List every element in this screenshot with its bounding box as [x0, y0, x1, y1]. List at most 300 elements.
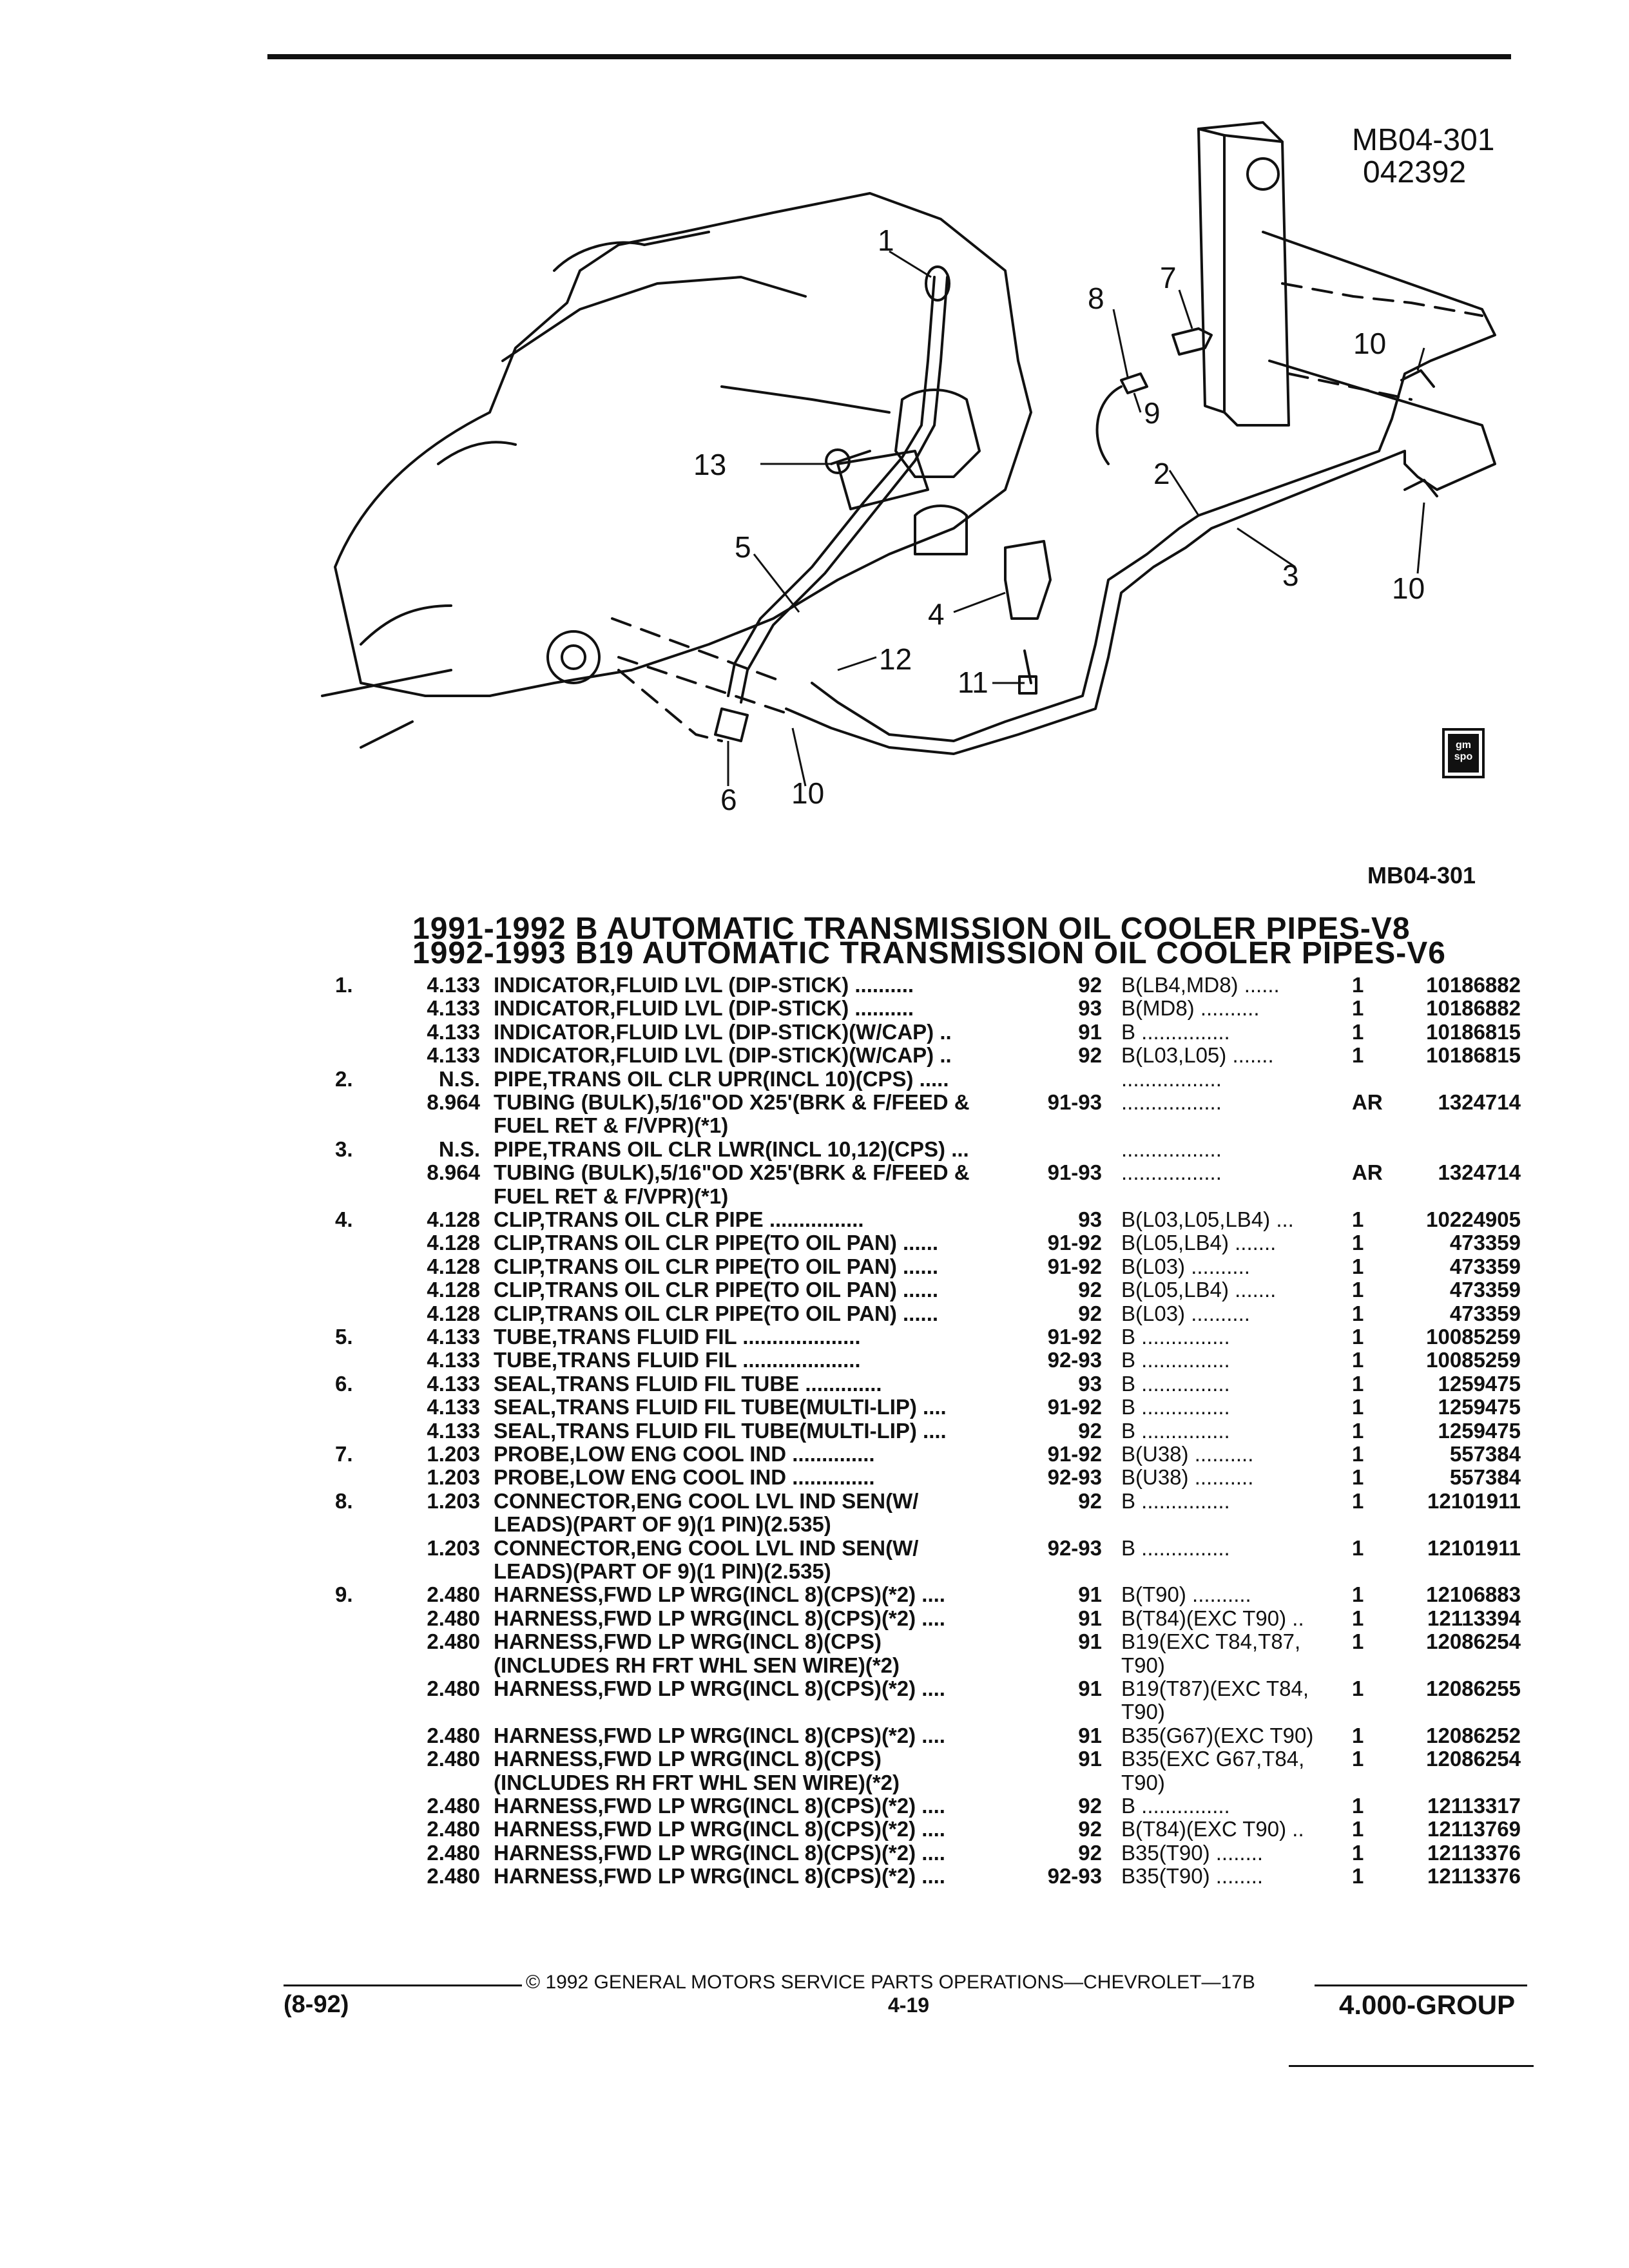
- model-code: B ...............: [1121, 1794, 1230, 1818]
- table-row: [0, 1700, 1629, 1723]
- part-name: CLIP: [494, 1278, 539, 1302]
- radiator: [1224, 135, 1289, 425]
- footer-rule-right: [1315, 1984, 1527, 1986]
- table-row: [0, 1512, 1629, 1535]
- part-name: CLIP: [494, 1301, 539, 1325]
- model-code: .................: [1121, 1066, 1222, 1091]
- group-number: 4.133: [427, 1395, 480, 1419]
- model-year: 92: [1078, 1278, 1102, 1302]
- part-detail: ,TRANS FLUID FIL TUBE(MULTI-LIP) ....: [550, 1418, 947, 1443]
- quantity: AR: [1352, 1090, 1383, 1114]
- model-year: 91: [1078, 1629, 1102, 1654]
- callout-10c: 10: [791, 776, 825, 810]
- table-row: [0, 1020, 1629, 1043]
- description: [494, 1372, 882, 1396]
- quantity: 1: [1352, 1723, 1364, 1747]
- model-code: B(L03) ..........: [1121, 1301, 1250, 1325]
- model-year: 91: [1078, 1747, 1102, 1771]
- quantity: 1: [1352, 1817, 1364, 1841]
- part-detail: ,TRANS OIL CLR LWR(INCL 10,12)(CPS) ...: [542, 1137, 969, 1161]
- table-row: [0, 1090, 1629, 1113]
- table-row: [0, 1794, 1629, 1817]
- table-row: [0, 1278, 1629, 1301]
- table-row: [0, 1465, 1629, 1488]
- group-number: 2.480: [427, 1747, 480, 1771]
- model-code: B(L03,L05) .......: [1121, 1043, 1274, 1068]
- part-number: 12101911: [1427, 1535, 1521, 1560]
- quantity: 1: [1352, 1231, 1364, 1255]
- quantity: 1: [1352, 1794, 1364, 1818]
- table-row: [0, 1771, 1629, 1794]
- footer-date: (8-92): [284, 1991, 349, 2018]
- model-code: B ...............: [1121, 1418, 1230, 1443]
- description: [494, 1864, 945, 1888]
- table-row: [0, 1419, 1629, 1442]
- table-row: [0, 1067, 1629, 1090]
- part-detail: ,ENG COOL LVL IND SEN(W/: [630, 1488, 919, 1513]
- part-number: 10085259: [1426, 1348, 1521, 1372]
- description: [494, 1841, 945, 1865]
- part-name: SEAL: [494, 1371, 551, 1396]
- description: [494, 1817, 945, 1841]
- part-name: PIPE: [494, 1137, 543, 1161]
- part-detail: (INCLUDES RH FRT WHL SEN WIRE)(*2): [494, 1653, 900, 1677]
- part-detail: ,FLUID LVL (DIP-STICK)(W/CAP) ..: [610, 1019, 952, 1044]
- part-detail: ,FLUID LVL (DIP-STICK)(W/CAP) ..: [610, 1043, 952, 1068]
- model-code: B(U38) ..........: [1121, 1442, 1254, 1466]
- part-detail: ,TRANS OIL CLR PIPE(TO OIL PAN) ......: [539, 1254, 939, 1278]
- item-number: 6.: [335, 1371, 353, 1396]
- part-name: CLIP: [494, 1207, 539, 1231]
- part-detail: ,TRANS OIL CLR PIPE(TO OIL PAN) ......: [539, 1301, 939, 1325]
- item-number: 4.: [335, 1207, 353, 1231]
- model-code: B35(T90) ........: [1121, 1864, 1264, 1888]
- table-row: [0, 1254, 1629, 1278]
- part-detail: ,FWD LP WRG(INCL 8)(CPS)(*2) ....: [597, 1840, 945, 1865]
- table-row: [0, 1231, 1629, 1254]
- part-number: 12086255: [1426, 1677, 1521, 1700]
- part-name: TUBE: [494, 1325, 552, 1349]
- part-detail: ,FWD LP WRG(INCL 8)(CPS): [597, 1629, 882, 1654]
- part-number: 1259475: [1438, 1395, 1521, 1419]
- table-row: [0, 1160, 1629, 1184]
- table-row: [0, 1043, 1629, 1066]
- model-code: B(U38) ..........: [1121, 1465, 1254, 1490]
- table-row: [0, 1582, 1629, 1606]
- part-number: 10186815: [1426, 1019, 1521, 1044]
- part-number: 12101911: [1427, 1488, 1521, 1513]
- description: [494, 1302, 938, 1326]
- part-number: 12086252: [1426, 1723, 1521, 1747]
- description: [494, 1160, 970, 1185]
- description: [494, 1090, 970, 1115]
- part-name: CONNECTOR: [494, 1535, 631, 1560]
- model-year: 92: [1078, 1488, 1102, 1513]
- quantity: 1: [1352, 1442, 1364, 1466]
- part-name: PROBE: [494, 1442, 570, 1466]
- model-code: B ...............: [1121, 1535, 1230, 1560]
- part-detail: FUEL RET & F/VPR)(*1): [494, 1184, 729, 1208]
- quantity: 1: [1352, 1840, 1364, 1865]
- group-number: 2.480: [427, 1864, 480, 1888]
- part-number: 1259475: [1438, 1371, 1521, 1396]
- group-number: 4.128: [427, 1207, 480, 1231]
- table-row: [0, 1724, 1629, 1747]
- model-year: 92: [1078, 1794, 1102, 1818]
- quantity: 1: [1352, 1864, 1364, 1888]
- part-detail: ,LOW ENG COOL IND ..............: [569, 1442, 875, 1466]
- description: [494, 1559, 831, 1584]
- group-number: 1.203: [427, 1442, 480, 1466]
- footer-page: 4-19: [888, 1994, 930, 2017]
- description: [494, 1606, 945, 1631]
- description: [494, 1747, 882, 1771]
- quantity: 1: [1352, 996, 1364, 1021]
- callout-7: 7: [1160, 261, 1177, 294]
- model-code: B ...............: [1121, 1488, 1230, 1513]
- part-number: 12086254: [1426, 1747, 1521, 1771]
- model-year: 91: [1078, 1019, 1102, 1044]
- part-name: PIPE: [494, 1066, 543, 1091]
- part-number: 12113769: [1427, 1817, 1521, 1841]
- table-row: [0, 1629, 1629, 1653]
- part-detail: ,TRANS FLUID FIL TUBE(MULTI-LIP) ....: [550, 1395, 947, 1419]
- part-detail: ,FWD LP WRG(INCL 8)(CPS)(*2) ....: [597, 1677, 945, 1700]
- model-code: B(MD8) ..........: [1121, 996, 1260, 1021]
- part-name: HARNESS: [494, 1840, 598, 1865]
- part-detail: (BULK),5/16"OD X25'(BRK & F/FEED &: [581, 1090, 970, 1114]
- item-number: 3.: [335, 1137, 353, 1161]
- connector: [1121, 374, 1147, 393]
- table-row: [0, 1653, 1629, 1677]
- part-detail: ,ENG COOL LVL IND SEN(W/: [630, 1535, 919, 1560]
- part-name: INDICATOR: [494, 996, 610, 1021]
- footer-copyright: © 1992 GENERAL MOTORS SERVICE PARTS OPERATIONS—CHEVROLET—17B: [526, 1972, 1255, 1993]
- item-number: 1.: [335, 973, 353, 997]
- gm-spo-logo: [1442, 728, 1485, 778]
- part-number: 1259475: [1438, 1418, 1521, 1443]
- model-year: 93: [1078, 996, 1102, 1021]
- part-name: TUBING: [494, 1160, 575, 1185]
- table-row: [0, 1489, 1629, 1512]
- part-number: 12113317: [1427, 1794, 1521, 1818]
- item-number: 5.: [335, 1325, 353, 1349]
- model-year: 91: [1078, 1677, 1102, 1700]
- table-row: [0, 1137, 1629, 1160]
- group-number: 2.480: [427, 1840, 480, 1865]
- group-number: 2.480: [427, 1677, 480, 1700]
- model-year: 92: [1078, 1301, 1102, 1325]
- part-detail: (BULK),5/16"OD X25'(BRK & F/FEED &: [581, 1160, 970, 1185]
- group-number: 2.480: [427, 1794, 480, 1818]
- model-code: B19(T87)(EXC T84,: [1121, 1677, 1309, 1700]
- part-name: HARNESS: [494, 1747, 598, 1771]
- part-detail: LEADS)(PART OF 9)(1 PIN)(2.535): [494, 1559, 831, 1583]
- model-code: T90): [1121, 1700, 1165, 1724]
- part-number: 1324714: [1438, 1090, 1521, 1114]
- part-number: 10224905: [1426, 1207, 1521, 1231]
- part-number: 473359: [1449, 1254, 1521, 1278]
- group-number: 4.133: [427, 996, 480, 1021]
- drawing-date: 042392: [1363, 155, 1467, 189]
- group-number: N.S.: [438, 1137, 480, 1161]
- logo-text: gm spo: [1454, 740, 1473, 762]
- model-code: .................: [1121, 1160, 1222, 1185]
- table-row: [0, 1348, 1629, 1371]
- model-year: 91-92: [1047, 1395, 1102, 1419]
- model-year: 92: [1078, 1418, 1102, 1443]
- part-detail: ,FWD LP WRG(INCL 8)(CPS): [597, 1747, 882, 1771]
- quantity: 1: [1352, 1325, 1364, 1349]
- part-number: 473359: [1449, 1278, 1521, 1302]
- part-detail: ,FWD LP WRG(INCL 8)(CPS)(*2) ....: [597, 1606, 945, 1630]
- part-name: SEAL: [494, 1395, 551, 1419]
- table-row: [0, 1442, 1629, 1465]
- part-name: HARNESS: [494, 1864, 598, 1888]
- table-row: [0, 1395, 1629, 1418]
- model-year: 91-92: [1047, 1231, 1102, 1255]
- model-year: 92-93: [1047, 1535, 1102, 1560]
- group-number: 4.128: [427, 1231, 480, 1255]
- title-line-2: 1992-1993 B19 AUTOMATIC TRANSMISSION OIL COOLER PIPES-V6: [412, 936, 1446, 970]
- model-code: B ...............: [1121, 1325, 1230, 1349]
- model-year: 92: [1078, 1043, 1102, 1068]
- group-number: 1.203: [427, 1465, 480, 1490]
- part-detail: ,FWD LP WRG(INCL 8)(CPS)(*2) ....: [597, 1864, 945, 1888]
- table-row: [0, 996, 1629, 1019]
- quantity: 1: [1352, 1207, 1364, 1231]
- model-code: B(L03) ..........: [1121, 1254, 1250, 1278]
- quantity: 1: [1352, 1278, 1364, 1302]
- part-number: 12113376: [1427, 1864, 1521, 1888]
- part-detail: ,TRANS OIL CLR PIPE ................: [539, 1207, 864, 1231]
- part-detail: ,FWD LP WRG(INCL 8)(CPS)(*2) ....: [597, 1817, 945, 1841]
- description: [494, 996, 914, 1021]
- model-year: 92: [1078, 973, 1102, 997]
- table-row: [0, 1113, 1629, 1137]
- model-code: B(L05,LB4) .......: [1121, 1278, 1277, 1302]
- model-year: 92: [1078, 1817, 1102, 1841]
- callout-2: 2: [1153, 457, 1170, 490]
- description: [494, 1582, 945, 1607]
- group-number: 4.133: [427, 1019, 480, 1044]
- part-detail: ,TRANS OIL CLR UPR(INCL 10)(CPS) .....: [542, 1066, 949, 1091]
- callout-5: 5: [735, 530, 751, 564]
- table-row: [0, 1372, 1629, 1395]
- model-code: B(LB4,MD8) ......: [1121, 973, 1280, 997]
- model-year: 91: [1078, 1723, 1102, 1747]
- part-detail: ,FWD LP WRG(INCL 8)(CPS)(*2) ....: [597, 1723, 945, 1747]
- description: [494, 1794, 945, 1818]
- model-code: T90): [1121, 1653, 1165, 1677]
- part-name: HARNESS: [494, 1817, 598, 1841]
- group-number: 4.133: [427, 1325, 480, 1349]
- part-detail: ,TRANS OIL CLR PIPE(TO OIL PAN) ......: [539, 1278, 939, 1302]
- group-number: 4.133: [427, 1348, 480, 1372]
- part-name: CLIP: [494, 1254, 539, 1278]
- quantity: 1: [1352, 1535, 1364, 1560]
- description: [494, 1395, 947, 1419]
- description: [494, 973, 914, 997]
- probe: [1173, 329, 1211, 354]
- group-number: 2.480: [427, 1582, 480, 1607]
- model-code: B35(EXC G67,T84,: [1121, 1747, 1305, 1771]
- model-code: .................: [1121, 1090, 1222, 1114]
- description: [494, 1629, 882, 1654]
- part-name: SEAL: [494, 1418, 551, 1443]
- part-detail: ,TRANS FLUID FIL ....................: [551, 1325, 861, 1349]
- group-number: 1.203: [427, 1488, 480, 1513]
- transmission-cooler-pipe-diagram: [0, 0, 1629, 870]
- table-row: [0, 1864, 1629, 1887]
- table-row: [0, 1207, 1629, 1231]
- description: [494, 1465, 875, 1490]
- description: [494, 1325, 861, 1349]
- description: [494, 1771, 900, 1795]
- part-number: 1324714: [1438, 1160, 1521, 1185]
- part-name: INDICATOR: [494, 1019, 610, 1044]
- model-year: 91: [1078, 1582, 1102, 1607]
- part-name: CLIP: [494, 1231, 539, 1255]
- model-code: B ...............: [1121, 1348, 1230, 1372]
- model-code: B(L05,LB4) .......: [1121, 1231, 1277, 1255]
- item-number: 9.: [335, 1582, 353, 1607]
- quantity: 1: [1352, 1254, 1364, 1278]
- part-number: 10085259: [1426, 1325, 1521, 1349]
- model-code: B(T84)(EXC T90) ..: [1121, 1606, 1304, 1630]
- description: [494, 1020, 952, 1044]
- table-row: [0, 1536, 1629, 1559]
- part-number: 10186882: [1426, 996, 1521, 1021]
- model-code: B35(G67)(EXC T90): [1121, 1723, 1314, 1747]
- drawing-id: MB04-301: [1352, 123, 1495, 157]
- model-code: B(T90) ..........: [1121, 1582, 1251, 1607]
- model-code: .................: [1121, 1137, 1222, 1161]
- group-number: 2.480: [427, 1723, 480, 1747]
- part-name: INDICATOR: [494, 1043, 610, 1068]
- table-row: [0, 1302, 1629, 1325]
- model-year: 92-93: [1047, 1864, 1102, 1888]
- description: [494, 1043, 952, 1068]
- part-detail: (INCLUDES RH FRT WHL SEN WIRE)(*2): [494, 1770, 900, 1794]
- part-detail: ,LOW ENG COOL IND ..............: [569, 1465, 875, 1490]
- callout-11: 11: [958, 666, 988, 699]
- group-number: 4.128: [427, 1301, 480, 1325]
- quantity: 1: [1352, 1019, 1364, 1044]
- table-row: [0, 1325, 1629, 1348]
- model-code: T90): [1121, 1770, 1165, 1794]
- model-year: 91-92: [1047, 1325, 1102, 1349]
- quantity: 1: [1352, 1677, 1364, 1700]
- part-number: 557384: [1449, 1442, 1521, 1466]
- model-code: B ...............: [1121, 1371, 1230, 1396]
- part-detail: ,FWD LP WRG(INCL 8)(CPS)(*2) ....: [597, 1582, 945, 1607]
- quantity: 1: [1352, 1465, 1364, 1490]
- quantity: 1: [1352, 1629, 1364, 1654]
- group-number: 4.133: [427, 973, 480, 997]
- model-year: 93: [1078, 1207, 1102, 1231]
- description: [494, 1442, 875, 1466]
- part-name: TUBE: [494, 1348, 552, 1372]
- footer-group: 4.000-GROUP: [1339, 1990, 1516, 2020]
- quantity: 1: [1352, 973, 1364, 997]
- part-number: 10186815: [1426, 1043, 1521, 1068]
- table-row: [0, 1817, 1629, 1840]
- part-name: CONNECTOR: [494, 1488, 631, 1513]
- model-code: B ...............: [1121, 1019, 1230, 1044]
- description: [494, 1677, 945, 1701]
- dipstick-tube: [728, 277, 934, 696]
- part-name: PROBE: [494, 1465, 570, 1490]
- part-number: 12106883: [1426, 1582, 1521, 1607]
- quantity: 1: [1352, 1488, 1364, 1513]
- part-number: 12086254: [1426, 1629, 1521, 1654]
- quantity: 1: [1352, 1371, 1364, 1396]
- callout-4: 4: [928, 597, 945, 631]
- group-number: 2.480: [427, 1629, 480, 1654]
- description: [494, 1419, 947, 1443]
- description: [494, 1137, 969, 1162]
- quantity: 1: [1352, 1747, 1364, 1771]
- group-number: 8.964: [427, 1090, 480, 1114]
- callout-8: 8: [1088, 282, 1104, 315]
- description: [494, 1231, 938, 1255]
- callout-3: 3: [1282, 559, 1299, 592]
- quantity: 1: [1352, 1606, 1364, 1630]
- description: [494, 1113, 728, 1138]
- table-row: [0, 973, 1629, 996]
- clip: [1005, 541, 1050, 619]
- quantity: 1: [1352, 1582, 1364, 1607]
- table-row: [0, 1747, 1629, 1770]
- callout-12: 12: [879, 642, 912, 676]
- quantity: 1: [1352, 1348, 1364, 1372]
- table-row: [0, 1606, 1629, 1629]
- title-line-1: 1991-1992 B AUTOMATIC TRANSMISSION OIL COOLER PIPES-V8: [412, 912, 1411, 946]
- model-year: 92-93: [1047, 1465, 1102, 1490]
- table-row: [0, 1677, 1629, 1700]
- description: [494, 1348, 861, 1372]
- part-detail: ,FLUID LVL (DIP-STICK) ..........: [610, 996, 914, 1021]
- part-name: HARNESS: [494, 1794, 598, 1818]
- description: [494, 1512, 831, 1537]
- part-number: 12113394: [1427, 1606, 1521, 1630]
- group-number: 1.203: [427, 1535, 480, 1560]
- group-number: 4.133: [427, 1371, 480, 1396]
- part-detail: ,FLUID LVL (DIP-STICK) ..........: [610, 973, 914, 997]
- description: [494, 1254, 938, 1279]
- description: [494, 1184, 728, 1209]
- part-detail: ,FWD LP WRG(INCL 8)(CPS)(*2) ....: [597, 1794, 945, 1818]
- quantity: 1: [1352, 1301, 1364, 1325]
- part-name: HARNESS: [494, 1677, 598, 1700]
- model-year: 91: [1078, 1606, 1102, 1630]
- model-code: B35(T90) ........: [1121, 1840, 1264, 1865]
- group-number: 2.480: [427, 1817, 480, 1841]
- part-number: 10186882: [1426, 973, 1521, 997]
- description: [494, 1489, 918, 1514]
- part-name: TUBING: [494, 1090, 575, 1114]
- quantity: AR: [1352, 1160, 1383, 1185]
- callout-10a: 10: [1353, 327, 1387, 360]
- part-number: 12113376: [1427, 1840, 1521, 1865]
- table-row: [0, 1559, 1629, 1582]
- callout-9: 9: [1144, 396, 1161, 430]
- model-code: B19(EXC T84,T87,: [1121, 1629, 1301, 1654]
- model-code: B ...............: [1121, 1395, 1230, 1419]
- description: [494, 1207, 864, 1232]
- part-name: INDICATOR: [494, 973, 610, 997]
